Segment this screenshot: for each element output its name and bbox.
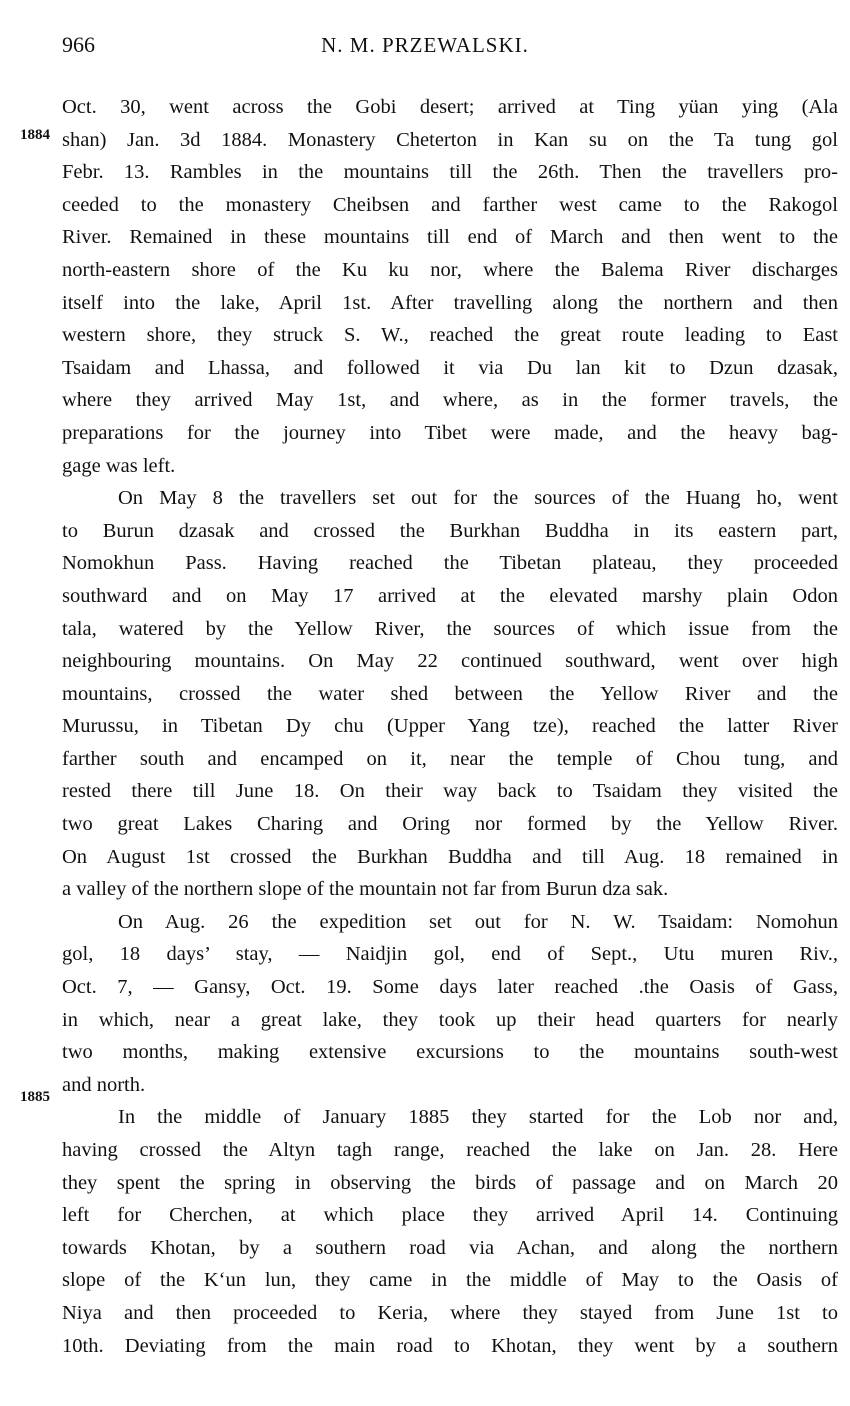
text-line: western shore, they struck S. W., reached the great route leading to East (62, 324, 838, 347)
text-line: north-eastern shore of the Ku ku nor, where the Balema River discharges (62, 258, 838, 281)
text-line: 10th. Deviating from the main road to Khotan, they went by a southern (62, 1334, 838, 1357)
margin-year-1884: 1884 (20, 127, 50, 143)
text-line: ceeded to the monastery Cheibsen and farther west came to the Rakogol (62, 193, 838, 216)
text-line: On August 1st crossed the Burkhan Buddha and till Aug. 18 remained in (62, 845, 838, 868)
text-line: shan) Jan. 3d 1884. Monastery Cheterton in Kan su on the Ta tung gol (62, 128, 838, 151)
text-line: itself into the lake, April 1st. After travelling along the northern and then (62, 291, 838, 314)
margin-year-1885: 1885 (20, 1089, 50, 1105)
text-line: On May 8 the travellers set out for the sources of the Huang ho, went (118, 487, 838, 510)
text-line: neighbouring mountains. On May 22 continued southward, went over high (62, 650, 838, 673)
text-line: two months, making extensive excursions to the mountains south-west (62, 1041, 838, 1064)
text-line: southward and on May 17 arrived at the elevated marshy plain Odon (62, 584, 838, 607)
text-line: they spent the spring in observing the birds of passage and on March 20 (62, 1171, 838, 1194)
body-text (62, 91, 838, 1362)
text-line: tala, watered by the Yellow River, the sources of which issue from the (62, 617, 838, 640)
text-line: where they arrived May 1st, and where, as in the former travels, the (62, 389, 838, 412)
text-line: gol, 18 days’ stay, — Naidjin gol, end of Sept., Utu muren Riv., (62, 943, 838, 966)
running-head: N. M. PRZEWALSKI. (321, 33, 529, 57)
text-line: rested there till June 18. On their way back to Tsaidam they visited the (62, 780, 838, 803)
text-line: a valley of the northern slope of the mountain not far from Burun dza sak. (62, 878, 669, 901)
text-line: Oct. 30, went across the Gobi desert; arrived at Ting yüan ying (Ala (62, 96, 838, 118)
text-line: mountains, crossed the water shed between the Yellow River and the (62, 682, 838, 705)
text-line: left for Cherchen, at which place they arrived April 14. Continuing (62, 1204, 838, 1227)
text-line: farther south and encamped on it, near the temple of Chou tung, and (62, 747, 838, 770)
text-line: gage was left. (62, 454, 176, 477)
text-line: Murussu, in Tibetan Dy chu (Upper Yang tze), reached the latter River (62, 715, 838, 738)
text-line: Oct. 7, — Gansy, Oct. 19. Some days later reached .the Oasis of Gass, (62, 976, 838, 999)
text-line: in which, near a great lake, they took up their head quarters for nearly (62, 1008, 838, 1031)
text-line: and north. (62, 1073, 146, 1096)
text-line: Tsaidam and Lhassa, and followed it via Du lan kit to Dzun dzasak, (62, 356, 838, 379)
text-line: preparations for the journey into Tibet were made, and the heavy bag- (62, 421, 838, 444)
text-line: Febr. 13. Rambles in the mountains till the 26th. Then the travellers pro- (62, 161, 838, 184)
text-line: to Burun dzasak and crossed the Burkhan Buddha in its eastern part, (62, 519, 838, 542)
text-line: Nomokhun Pass. Having reached the Tibetan plateau, they proceeded (62, 552, 838, 575)
text-line: towards Khotan, by a southern road via Achan, and along the northern (62, 1236, 838, 1259)
text-line: slope of the K‘un lun, they came in the middle of May to the Oasis of (62, 1269, 838, 1292)
text-line: two great Lakes Charing and Oring nor formed by the Yellow River. (62, 813, 838, 836)
text-line: having crossed the Altyn tagh range, reached the lake on Jan. 28. Here (62, 1139, 838, 1161)
page-number: 966 (62, 32, 95, 57)
text-line: Niya and then proceeded to Keria, where they stayed from June 1st to (62, 1301, 838, 1324)
text-line: On Aug. 26 the expedition set out for N. W. Tsaidam: Nomohun (118, 910, 838, 933)
text-line: River. Remained in these mountains till end of March and then went to the (62, 226, 838, 249)
text-line: In the middle of January 1885 they started for the Lob nor and, (118, 1106, 838, 1129)
